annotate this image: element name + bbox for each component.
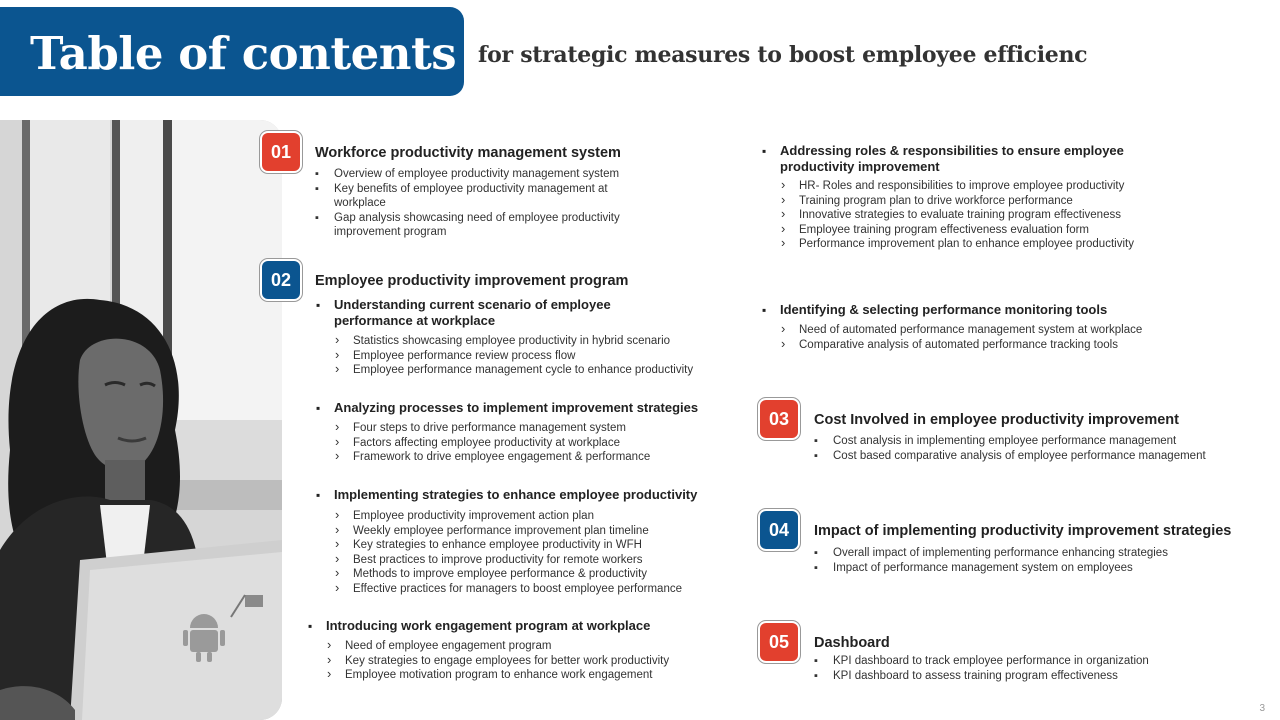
woman-with-laptop-photo bbox=[0, 120, 282, 720]
list-item[interactable]: ▪ Overall impact of implementing performance enhancing strategies bbox=[814, 546, 1254, 561]
list-item[interactable]: ▪ Impact of performance management system on employees bbox=[814, 561, 1254, 576]
section-01-list bbox=[315, 167, 655, 240]
subsection-heading[interactable]: ▪ Identifying & selecting performance monitoring tools bbox=[780, 302, 1200, 318]
list-item[interactable]: › Innovative strategies to evaluate training program effectiveness bbox=[780, 208, 1200, 223]
subsection-heading[interactable]: ▪ Addressing roles & responsibilities to ensure employee productivity improvement bbox=[780, 143, 1150, 175]
subsection-heading[interactable]: ▪ Analyzing processes to implement improvement strategies bbox=[334, 400, 734, 416]
section-heading-05[interactable]: Dashboard bbox=[814, 635, 890, 651]
list-item[interactable]: ▪ KPI dashboard to assess training program effectiveness bbox=[814, 669, 1254, 684]
list-item[interactable]: › Weekly employee performance improvement plan timeline bbox=[334, 524, 734, 539]
list-item[interactable]: ▪ KPI dashboard to track employee performance in organization bbox=[814, 654, 1254, 669]
subsection-heading[interactable]: ▪ Understanding current scenario of employee performance at workplace bbox=[334, 297, 634, 329]
page-number: 3 bbox=[1259, 703, 1265, 714]
section-heading-03[interactable]: Cost Involved in employee productivity improvement bbox=[814, 412, 1179, 428]
title-banner bbox=[0, 7, 464, 96]
list-item[interactable]: › Employee motivation program to enhance work engagement bbox=[326, 668, 726, 683]
subsection-heading[interactable]: ▪ Implementing strategies to enhance employee productivity bbox=[334, 487, 734, 503]
list-item[interactable]: ▪ Key benefits of employee productivity management at workplace bbox=[315, 182, 615, 211]
photo-illustration bbox=[0, 120, 282, 720]
section-heading-02[interactable]: Employee productivity improvement program bbox=[315, 273, 629, 289]
subsection-list bbox=[334, 509, 734, 596]
list-item[interactable]: › Employee performance review process flow bbox=[334, 349, 734, 364]
list-item[interactable]: › Statistics showcasing employee productivity in hybrid scenario bbox=[334, 334, 734, 349]
subsection-list bbox=[780, 323, 1200, 352]
list-item[interactable]: › Employee performance management cycle to enhance productivity bbox=[334, 363, 734, 378]
subsection-heading[interactable]: ▪ Introducing work engagement program at workplace bbox=[326, 618, 726, 634]
list-item[interactable]: › Framework to drive employee engagement & performance bbox=[334, 450, 734, 465]
list-item[interactable]: ▪ Gap analysis showcasing need of employee productivity improvement program bbox=[315, 211, 645, 240]
subsection-list bbox=[334, 334, 734, 378]
subsection-list bbox=[326, 639, 726, 683]
section-heading-04[interactable]: Impact of implementing productivity improvement strategies bbox=[814, 523, 1232, 539]
list-item[interactable]: › Best practices to improve productivity for remote workers bbox=[334, 553, 734, 568]
list-item[interactable]: › Methods to improve employee performance & productivity bbox=[334, 567, 734, 582]
list-item[interactable]: › Employee productivity improvement action plan bbox=[334, 509, 734, 524]
list-item[interactable]: › Factors affecting employee productivity at workplace bbox=[334, 436, 734, 451]
list-item[interactable]: › Need of employee engagement program bbox=[326, 639, 726, 654]
list-item[interactable]: › Key strategies to enhance employee productivity in WFH bbox=[334, 538, 734, 553]
list-item[interactable]: ▪ Overview of employee productivity management system bbox=[315, 167, 655, 182]
subsection-list bbox=[334, 421, 734, 465]
subsection-list bbox=[780, 179, 1200, 252]
section-heading-01[interactable]: Workforce productivity management system bbox=[315, 145, 621, 161]
page-title: Table of contents bbox=[30, 27, 457, 80]
list-item[interactable]: › Training program plan to drive workforce performance bbox=[780, 194, 1200, 209]
list-item[interactable]: › Key strategies to engage employees for better work productivity bbox=[326, 654, 726, 669]
list-item[interactable]: ▪ Cost analysis in implementing employee performance management bbox=[814, 434, 1254, 449]
section-number-badge-02: 02 bbox=[262, 261, 300, 299]
list-item[interactable]: › Performance improvement plan to enhance employee productivity bbox=[780, 237, 1200, 252]
list-item[interactable]: › Employee training program effectiveness evaluation form bbox=[780, 223, 1200, 238]
list-item[interactable]: › Comparative analysis of automated performance tracking tools bbox=[780, 338, 1200, 353]
list-item[interactable]: ▪ Cost based comparative analysis of employee performance management bbox=[814, 449, 1254, 464]
section-04-list bbox=[814, 546, 1254, 575]
page-subtitle: for strategic measures to boost employee efficienc bbox=[478, 42, 1088, 68]
section-number-badge-05: 05 bbox=[760, 623, 798, 661]
list-item[interactable]: › HR- Roles and responsibilities to improve employee productivity bbox=[780, 179, 1200, 194]
section-05-list bbox=[814, 654, 1254, 683]
list-item[interactable]: › Effective practices for managers to boost employee performance bbox=[334, 582, 734, 597]
section-number-badge-03: 03 bbox=[760, 400, 798, 438]
list-item[interactable]: › Need of automated performance management system at workplace bbox=[780, 323, 1200, 338]
section-number-badge-04: 04 bbox=[760, 511, 798, 549]
section-03-list bbox=[814, 434, 1254, 463]
section-number-badge-01: 01 bbox=[262, 133, 300, 171]
list-item[interactable]: › Four steps to drive performance management system bbox=[334, 421, 734, 436]
